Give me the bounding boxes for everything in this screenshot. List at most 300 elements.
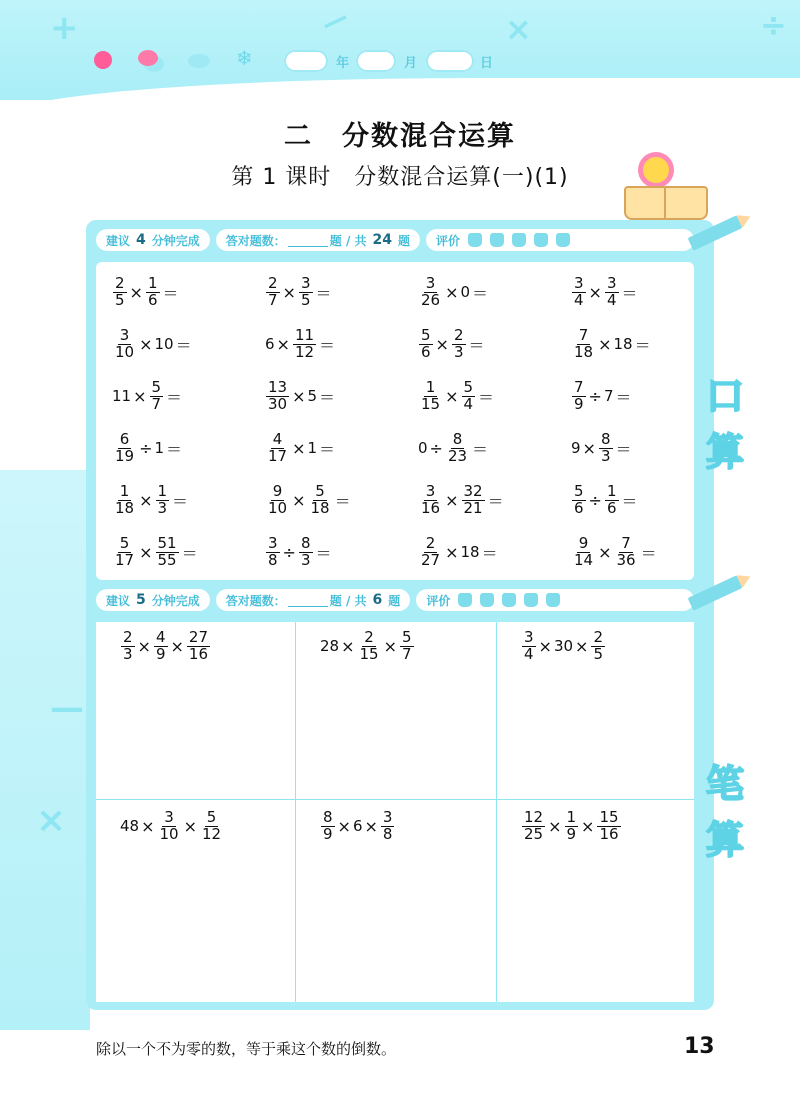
math-expression <box>112 533 200 569</box>
operator: × <box>276 334 290 354</box>
fraction <box>572 377 586 413</box>
numerator: 8 <box>300 533 311 552</box>
fraction <box>452 325 466 361</box>
operator: ＝ <box>162 283 179 303</box>
denominator: 27 <box>421 550 441 569</box>
written-problem[interactable] <box>296 800 497 1002</box>
operator: × <box>139 490 153 510</box>
integer: 9 <box>571 439 581 457</box>
open-book-icon <box>624 186 708 220</box>
numerator: 5 <box>574 481 584 500</box>
math-expression <box>571 273 640 309</box>
oral-problem[interactable] <box>112 318 265 370</box>
denominator: 26 <box>421 290 441 309</box>
denominator: 21 <box>463 498 483 517</box>
math-expression <box>265 325 337 361</box>
operator: × <box>548 816 562 836</box>
numerator: 7 <box>578 325 589 344</box>
denominator: 10 <box>268 498 288 517</box>
numerator: 3 <box>425 273 436 292</box>
evaluation: 评价 <box>416 589 694 611</box>
fraction <box>358 630 381 663</box>
denominator: 6 <box>574 498 584 517</box>
denominator: 16 <box>188 644 208 663</box>
denominator: 4 <box>524 644 534 663</box>
operator: × <box>538 636 552 656</box>
denominator: 16 <box>421 498 441 517</box>
numerator: 3 <box>425 481 436 500</box>
minus-icon: — <box>316 1 354 41</box>
fraction <box>419 533 442 569</box>
numerator: 1 <box>606 481 617 500</box>
numerator: 5 <box>463 377 474 396</box>
lesson-title: 第 1 课时 分数混合运算(一)(1) <box>231 165 569 190</box>
denominator: 6 <box>421 342 431 361</box>
math-expression <box>418 533 500 569</box>
numerator: 1 <box>147 273 158 292</box>
side-band <box>0 470 90 1030</box>
operator: ＝ <box>319 439 336 459</box>
operator: ＝ <box>615 387 632 407</box>
denominator: 9 <box>323 824 333 843</box>
denominator: 25 <box>524 824 544 843</box>
denominator: 10 <box>115 342 135 361</box>
denominator: 55 <box>157 550 177 569</box>
denominator: 5 <box>300 290 311 309</box>
fraction <box>113 273 127 309</box>
numerator: 3 <box>606 273 617 292</box>
numerator: 51 <box>157 533 177 552</box>
operator: × <box>364 816 378 836</box>
thumb-icon[interactable] <box>458 593 472 607</box>
denominator: 17 <box>268 446 288 465</box>
plus-icon: + <box>50 8 79 48</box>
fraction <box>572 273 586 309</box>
operator: × <box>292 386 306 406</box>
score-blank[interactable] <box>288 234 328 247</box>
math-expression <box>571 533 659 569</box>
numerator: 2 <box>453 325 464 344</box>
operator: ＝ <box>481 543 498 563</box>
numerator: 3 <box>164 808 174 826</box>
integer: 1 <box>307 439 318 457</box>
operator: × <box>582 438 596 458</box>
math-expression <box>418 429 490 465</box>
denominator: 8 <box>268 550 278 569</box>
operator: ＝ <box>315 543 332 563</box>
minus-icon: — <box>50 688 84 728</box>
oral-problem[interactable] <box>418 266 571 318</box>
operator: × <box>292 490 306 510</box>
numerator: 7 <box>621 533 631 552</box>
operator: × <box>337 816 351 836</box>
thumb-icon[interactable] <box>502 593 516 607</box>
numerator: 9 <box>272 481 283 500</box>
operator: × <box>575 636 589 656</box>
numerator: 3 <box>119 325 130 344</box>
fraction <box>419 377 442 413</box>
integer: 0 <box>418 439 428 457</box>
numerator: 1 <box>157 481 168 500</box>
suggest-time: 建议 5 分钟完成 <box>96 589 210 611</box>
operator: × <box>383 636 397 656</box>
math-expression <box>265 377 337 413</box>
fraction <box>150 377 164 413</box>
thumb-icon[interactable] <box>480 593 494 607</box>
numerator: 7 <box>574 377 584 396</box>
written-problem[interactable] <box>96 622 296 800</box>
math-expression <box>571 481 640 517</box>
operator: ＝ <box>621 491 638 511</box>
math-expression <box>265 533 334 569</box>
numerator: 4 <box>155 628 166 646</box>
operator: ＝ <box>487 491 504 511</box>
denominator: 36 <box>616 550 636 569</box>
operator: ＝ <box>319 335 336 355</box>
operator: × <box>598 542 612 562</box>
written-problem[interactable] <box>96 800 296 1002</box>
month-label: 月 <box>404 56 418 71</box>
math-expression <box>265 481 353 517</box>
numerator: 2 <box>268 273 278 292</box>
operator: ＝ <box>634 335 651 355</box>
flower-icon <box>643 157 669 183</box>
math-expression <box>418 273 490 309</box>
oral-problem[interactable] <box>112 370 265 422</box>
math-expression <box>418 481 506 517</box>
denominator: 4 <box>463 394 474 413</box>
numerator: 11 <box>294 325 315 344</box>
oral-problem[interactable] <box>112 422 265 474</box>
operator: ＝ <box>468 335 485 355</box>
denominator: 14 <box>574 550 594 569</box>
operator: × <box>445 542 459 562</box>
score-count: 答对题数： 题 / 共 24 题 <box>216 229 420 251</box>
math-expression <box>112 481 190 517</box>
chapter-title: 二 分数混合运算 <box>284 121 516 152</box>
score-count: 答对题数： 题 / 共 6 题 <box>216 589 411 611</box>
math-expression <box>265 429 337 465</box>
written-problem[interactable] <box>497 622 694 800</box>
numerator: 15 <box>599 808 619 826</box>
math-expression <box>521 810 622 843</box>
written-side-label: 笔 算 <box>705 762 744 862</box>
numerator: 3 <box>524 628 534 646</box>
operator: ＝ <box>315 283 332 303</box>
operator: × <box>141 816 155 836</box>
numerator: 5 <box>421 325 431 344</box>
suggest-time: 建议 4 分钟完成 <box>96 229 210 251</box>
numerator: 5 <box>119 533 130 552</box>
oral-info-bar <box>96 228 694 252</box>
oral-problem[interactable] <box>418 370 571 422</box>
fraction <box>321 810 335 843</box>
denominator: 3 <box>157 498 168 517</box>
math-expression <box>120 630 211 663</box>
math-expression <box>571 429 634 465</box>
denominator: 7 <box>151 394 162 413</box>
rain-cloud-icon <box>188 54 210 68</box>
operator: × <box>588 282 602 302</box>
math-expression <box>112 429 184 465</box>
operator: × <box>137 636 151 656</box>
fraction <box>419 481 442 517</box>
oral-problem[interactable] <box>418 422 571 474</box>
operator: ＝ <box>640 543 657 563</box>
fraction <box>597 810 620 843</box>
operator: × <box>139 334 153 354</box>
numerator: 8 <box>323 808 333 826</box>
thumb-icon[interactable] <box>524 593 538 607</box>
oral-problem[interactable] <box>265 370 418 422</box>
math-expression <box>320 630 415 663</box>
oral-problem[interactable] <box>112 266 265 318</box>
score-blank[interactable] <box>288 594 328 607</box>
fraction <box>266 429 289 465</box>
month-field[interactable] <box>356 50 396 72</box>
math-expression <box>571 377 634 413</box>
fraction <box>522 810 545 843</box>
numerator: 3 <box>268 533 278 552</box>
numerator: 5 <box>151 377 162 396</box>
operator: ＝ <box>175 335 192 355</box>
operator: ＝ <box>166 387 183 407</box>
fraction <box>462 377 476 413</box>
oral-problem[interactable] <box>265 266 418 318</box>
denominator: 3 <box>123 644 133 663</box>
integer: 10 <box>154 335 174 353</box>
denominator: 7 <box>268 290 278 309</box>
math-expression <box>265 273 334 309</box>
operator: × <box>129 282 143 302</box>
denominator: 16 <box>599 824 619 843</box>
operator: × <box>445 282 459 302</box>
operator: × <box>170 636 184 656</box>
fraction <box>565 810 579 843</box>
numerator: 4 <box>272 429 283 448</box>
numerator: 8 <box>600 429 611 448</box>
fraction <box>293 325 316 361</box>
integer: 28 <box>320 637 340 656</box>
denominator: 18 <box>115 498 135 517</box>
math-expression <box>418 325 487 361</box>
operator: ＝ <box>472 439 489 459</box>
fraction <box>113 481 136 517</box>
math-expression <box>112 325 194 361</box>
day-label: 日 <box>480 56 494 71</box>
oral-problem[interactable] <box>265 318 418 370</box>
denominator: 8 <box>382 824 393 843</box>
integer: 11 <box>112 387 132 405</box>
times-icon: × <box>505 10 532 48</box>
fraction <box>146 273 160 309</box>
math-expression <box>418 377 496 413</box>
numerator: 2 <box>115 273 125 292</box>
denominator: 9 <box>566 824 577 843</box>
denominator: 9 <box>574 394 584 413</box>
fraction <box>381 810 395 843</box>
denominator: 10 <box>159 824 179 843</box>
numerator: 3 <box>574 273 584 292</box>
math-expression <box>571 325 653 361</box>
operator: × <box>183 816 197 836</box>
oral-problem[interactable] <box>571 266 724 318</box>
oral-problem[interactable] <box>265 526 418 578</box>
oral-problem[interactable] <box>112 526 265 578</box>
thumb-icon[interactable] <box>512 233 526 247</box>
denominator: 4 <box>606 290 617 309</box>
denominator: 19 <box>115 446 135 465</box>
fraction <box>605 481 619 517</box>
page-number: 13 <box>684 1034 715 1059</box>
operator: × <box>133 386 147 406</box>
denominator: 5 <box>593 644 603 663</box>
numerator: 3 <box>382 808 393 826</box>
thumb-icon[interactable] <box>468 233 482 247</box>
operator: ＝ <box>621 283 638 303</box>
math-expression <box>112 273 181 309</box>
numerator: 8 <box>452 429 463 448</box>
operator: ＝ <box>334 491 351 511</box>
numerator: 5 <box>206 808 217 826</box>
cloud-sun-icon <box>138 50 158 66</box>
year-label: 年 <box>336 56 350 71</box>
denominator: 9 <box>155 644 166 663</box>
denominator: 18 <box>310 498 330 517</box>
integer: 5 <box>307 387 318 405</box>
fraction <box>113 429 136 465</box>
fraction <box>299 273 313 309</box>
numerator: 27 <box>188 628 208 646</box>
integer: 6 <box>352 817 363 836</box>
fraction <box>187 630 210 663</box>
oral-problem[interactable] <box>265 474 418 526</box>
fraction <box>522 630 536 663</box>
fraction <box>266 481 289 517</box>
oral-problem[interactable] <box>112 474 265 526</box>
fraction <box>400 630 414 663</box>
operator: ＝ <box>615 439 632 459</box>
denominator: 6 <box>606 498 617 517</box>
math-expression <box>320 810 395 843</box>
integer: 30 <box>553 637 574 656</box>
fraction <box>572 533 595 569</box>
fraction <box>572 481 586 517</box>
thumb-icon[interactable] <box>546 593 560 607</box>
operator: × <box>341 636 355 656</box>
oral-problem[interactable] <box>265 422 418 474</box>
oral-problem[interactable] <box>571 526 724 578</box>
fraction <box>572 325 595 361</box>
numerator: 2 <box>425 533 436 552</box>
written-problem[interactable] <box>296 622 497 800</box>
numerator: 12 <box>524 808 544 826</box>
numerator: 32 <box>463 481 483 500</box>
denominator: 12 <box>202 824 222 843</box>
fraction <box>266 377 289 413</box>
evaluation: 评价 <box>426 229 694 251</box>
header-band <box>0 0 800 100</box>
times-icon: × <box>36 800 67 841</box>
fraction <box>299 533 313 569</box>
denominator: 3 <box>453 342 464 361</box>
year-field[interactable] <box>284 50 328 72</box>
numerator: 1 <box>119 481 130 500</box>
operator: × <box>282 282 296 302</box>
numerator: 2 <box>123 628 133 646</box>
fraction <box>419 325 433 361</box>
fraction <box>113 325 136 361</box>
fraction <box>309 481 332 517</box>
integer: 6 <box>265 335 275 353</box>
numerator: 2 <box>364 628 374 646</box>
math-expression <box>120 810 224 843</box>
integer: 18 <box>613 335 633 353</box>
thumb-icon[interactable] <box>490 233 504 247</box>
fraction <box>615 533 638 569</box>
integer: 0 <box>460 283 471 301</box>
denominator: 7 <box>402 644 412 663</box>
operator: ＝ <box>478 387 495 407</box>
denominator: 3 <box>300 550 311 569</box>
operator: ÷ <box>588 386 602 406</box>
denominator: 3 <box>600 446 611 465</box>
oral-side-label: 口 算 <box>705 374 744 474</box>
operator: × <box>139 542 153 562</box>
rule-note: 除以一个不为零的数，等于乘这个数的倒数。 <box>96 1040 397 1058</box>
thumb-icon[interactable] <box>534 233 548 247</box>
fraction <box>121 630 135 663</box>
operator: ＝ <box>319 387 336 407</box>
integer: 1 <box>154 439 165 457</box>
fraction <box>158 810 181 843</box>
denominator: 5 <box>115 290 125 309</box>
oral-problem[interactable] <box>418 474 571 526</box>
thumb-icon[interactable] <box>556 233 570 247</box>
numerator: 1 <box>566 808 577 826</box>
day-field[interactable] <box>426 50 474 72</box>
numerator: 1 <box>425 377 436 396</box>
oral-problem[interactable] <box>571 474 724 526</box>
denominator: 12 <box>294 342 315 361</box>
oral-problem[interactable] <box>418 526 571 578</box>
written-problem[interactable] <box>497 800 694 1002</box>
denominator: 23 <box>447 446 468 465</box>
denominator: 17 <box>115 550 135 569</box>
fraction <box>591 630 605 663</box>
operator: × <box>581 816 595 836</box>
fraction <box>266 533 280 569</box>
fraction <box>266 273 280 309</box>
denominator: 18 <box>574 342 594 361</box>
numerator: 13 <box>268 377 288 396</box>
operator: × <box>435 334 449 354</box>
operator: × <box>292 438 306 458</box>
operator: ÷ <box>588 490 602 510</box>
denominator: 15 <box>421 394 441 413</box>
fraction <box>605 273 619 309</box>
numerator: 5 <box>402 628 412 646</box>
fraction <box>113 533 136 569</box>
fraction <box>156 533 179 569</box>
written-panel <box>96 622 694 1002</box>
operator: ＝ <box>181 543 198 563</box>
oral-problem[interactable] <box>571 318 724 370</box>
numerator: 5 <box>315 481 325 500</box>
oral-problem[interactable] <box>418 318 571 370</box>
integer: 7 <box>603 387 614 405</box>
denominator: 15 <box>359 644 379 663</box>
